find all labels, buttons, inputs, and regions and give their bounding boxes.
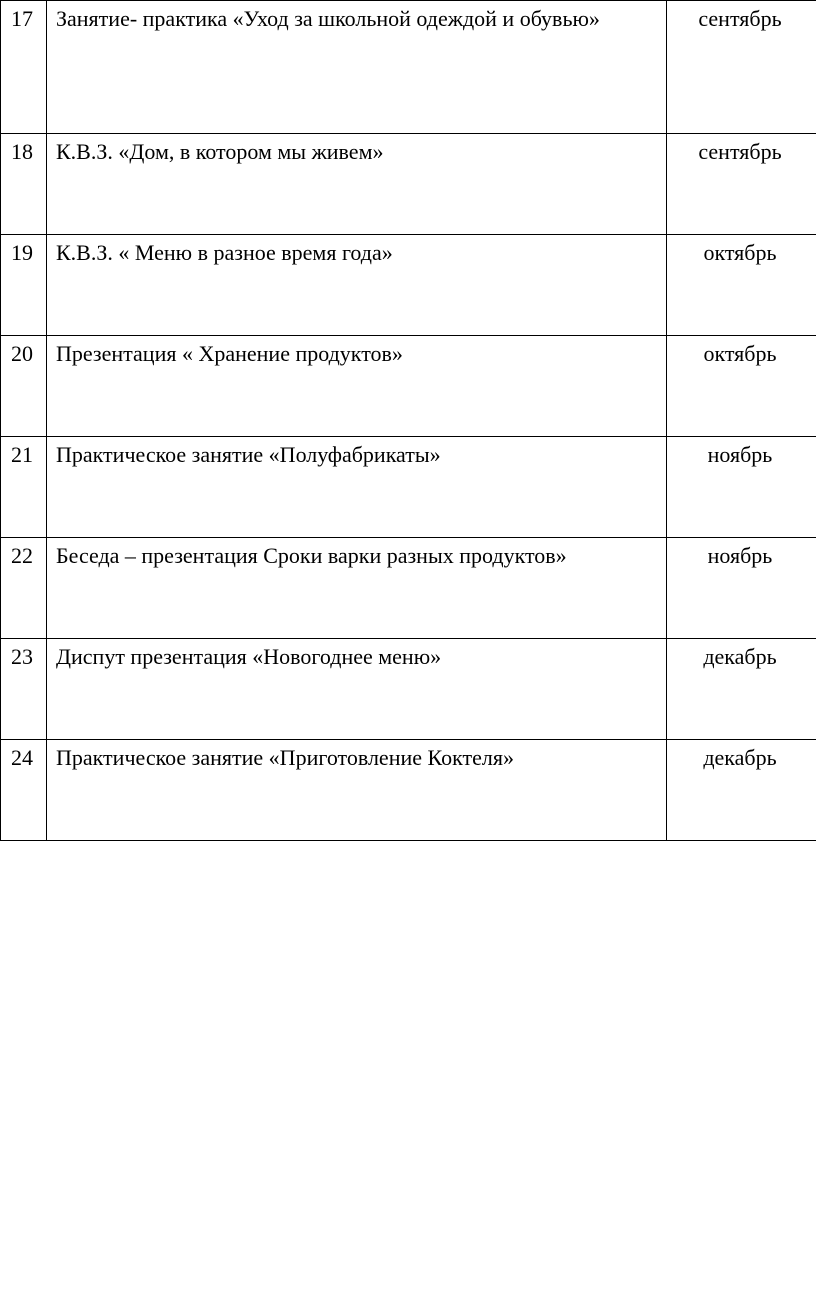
table-row [1, 639, 816, 740]
month-cell [667, 740, 816, 841]
lesson-title: Диспут презентация «Новогоднее меню» [56, 644, 442, 669]
table-row [1, 235, 816, 336]
month-cell [667, 235, 816, 336]
table-row [1, 1, 816, 134]
lesson-month: ноябрь [707, 543, 773, 568]
lesson-month: декабрь [703, 745, 777, 770]
month-cell [667, 134, 816, 235]
lesson-title: Беседа – презентация Сроки варки разных продуктов» [56, 543, 567, 568]
lesson-title-cell [47, 134, 667, 235]
row-number: 18 [11, 139, 33, 164]
month-cell [667, 1, 816, 134]
lesson-title-cell [47, 740, 667, 841]
lesson-title-cell [47, 336, 667, 437]
lesson-title: К.В.З. « Меню в разное время года» [56, 240, 393, 265]
lesson-title-cell [47, 235, 667, 336]
row-number: 21 [11, 442, 33, 467]
lesson-month: сентябрь [698, 139, 782, 164]
table-row [1, 437, 816, 538]
lesson-month: октябрь [703, 341, 777, 366]
row-number: 17 [11, 6, 33, 31]
row-number: 24 [11, 745, 33, 770]
table-row [1, 740, 816, 841]
row-number-cell [1, 1, 47, 134]
lesson-title: Занятие- практика «Уход за школьной одеждой и обувью» [56, 6, 600, 31]
table-row [1, 336, 816, 437]
row-number-cell [1, 437, 47, 538]
row-number-cell [1, 134, 47, 235]
month-cell [667, 336, 816, 437]
schedule-table-body [1, 1, 816, 841]
row-number-cell [1, 740, 47, 841]
row-number-cell [1, 538, 47, 639]
lesson-month: октябрь [703, 240, 777, 265]
lesson-title-cell [47, 1, 667, 134]
lesson-month: декабрь [703, 644, 777, 669]
lesson-month: ноябрь [707, 442, 773, 467]
row-number: 19 [11, 240, 33, 265]
lesson-title: Практическое занятие «Приготовление Коктеля» [56, 745, 514, 770]
row-number: 20 [11, 341, 33, 366]
month-cell [667, 538, 816, 639]
lesson-title: Презентация « Хранение продуктов» [56, 341, 403, 366]
lesson-title-cell [47, 639, 667, 740]
lesson-title: Практическое занятие «Полуфабрикаты» [56, 442, 441, 467]
lesson-title: К.В.З. «Дом, в котором мы живем» [56, 139, 384, 164]
row-number: 22 [11, 543, 33, 568]
row-number-cell [1, 336, 47, 437]
lesson-title-cell [47, 538, 667, 639]
table-row [1, 538, 816, 639]
month-cell [667, 437, 816, 538]
row-number: 23 [11, 644, 33, 669]
lesson-month: сентябрь [698, 6, 782, 31]
table-row [1, 134, 816, 235]
row-number-cell [1, 639, 47, 740]
row-number-cell [1, 235, 47, 336]
month-cell [667, 639, 816, 740]
lesson-title-cell [47, 437, 667, 538]
